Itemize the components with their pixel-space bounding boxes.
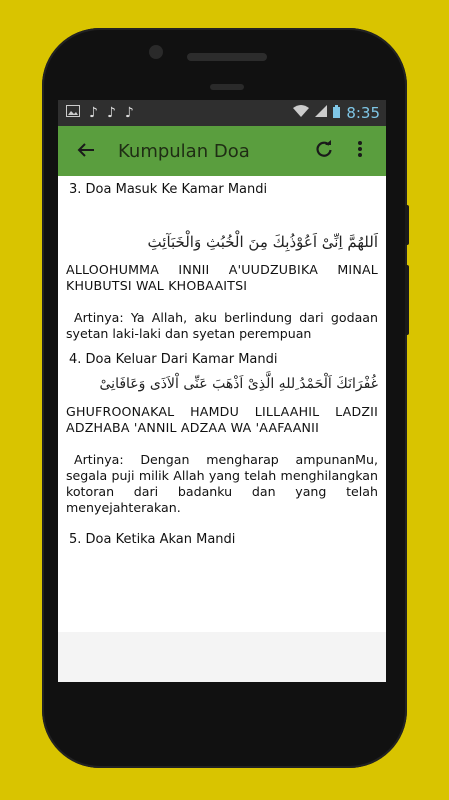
doa-latin: ALLOOHUMMA INNII A'UUDZUBIKA MINAL KHUBUTSI WAL KHOBAAITSI — [66, 262, 378, 293]
status-time: 8:35 — [346, 104, 380, 122]
doa-latin: GHUFROONAKAL HAMDU LILLAAHIL LADZII ADZHABA 'ANNIL ADZAA WA 'AAFAANII — [66, 404, 378, 435]
doa-arabic: غُفْرَانَكَ اَلْحَمْدُ ِللهِ الَّذِىْ اَذْهَبَ عَنِّى اْلاَذَى وَعَافَانِىْ — [99, 376, 378, 392]
arrow-back-icon[interactable] — [66, 139, 106, 164]
app-screen — [58, 100, 386, 682]
music-note-icon: ♪ — [106, 105, 116, 121]
image-icon — [66, 105, 80, 121]
doa-meaning: Artinya: Ya Allah, aku berlindung dari godaan syetan laki-laki dan syetan perempuan — [66, 310, 378, 341]
app-bar — [58, 126, 386, 176]
front-camera — [149, 45, 163, 59]
signal-icon — [315, 105, 327, 121]
doa-arabic: اَللهُمَّ اِنِّىْ اَعُوْذُبِكَ مِنَ الْخُبُثِ وَالْخَبَآئِثِ — [147, 233, 378, 251]
doa-content — [58, 176, 386, 632]
doa-heading: 4. Doa Keluar Dari Kamar Mandi — [69, 352, 278, 367]
more-vert-icon[interactable] — [342, 139, 378, 163]
battery-icon — [333, 105, 340, 122]
proximity-sensor — [210, 84, 244, 90]
wifi-icon — [293, 105, 309, 121]
doa-meaning: Artinya: Dengan mengharap ampunanMu, segala puji milik Allah yang telah menghilangkan kotoran dari badanku dan yang telah menyejahterakan. — [66, 452, 378, 515]
doa-heading: 5. Doa Ketika Akan Mandi — [69, 532, 236, 547]
power-button — [405, 205, 409, 245]
refresh-icon[interactable] — [306, 139, 342, 163]
volume-button — [405, 265, 409, 335]
doa-heading: 3. Doa Masuk Ke Kamar Mandi — [69, 182, 268, 197]
app-title: Kumpulan Doa — [118, 140, 250, 162]
music-note-icon: ♪ — [124, 105, 134, 121]
music-note-icon: ♪ — [89, 105, 98, 121]
earpiece-speaker — [187, 53, 267, 61]
status-bar — [58, 100, 386, 126]
